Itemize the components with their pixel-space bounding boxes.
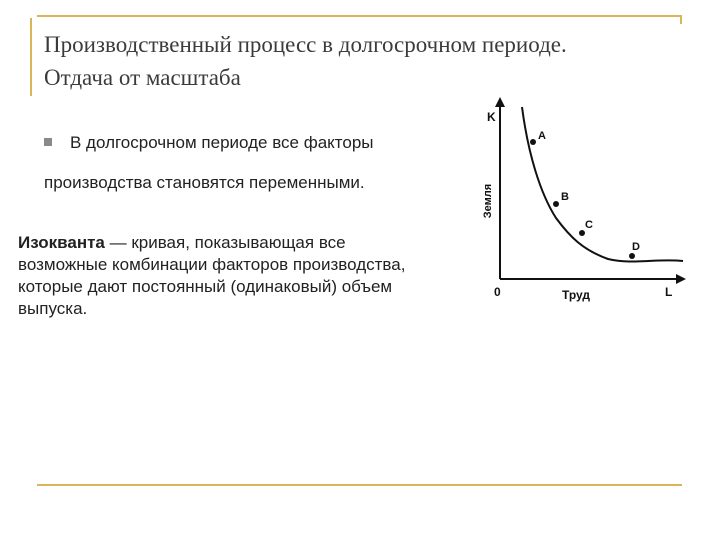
definition-term: Изокванта xyxy=(18,233,105,252)
point-c-label: C xyxy=(585,219,593,231)
frame-top-rule xyxy=(37,15,680,17)
point-b-label: B xyxy=(561,191,569,203)
bullet-text-line-1: В долгосрочном периоде все факторы xyxy=(70,133,374,152)
point-d-label: D xyxy=(632,241,640,253)
frame-left-rule xyxy=(30,18,32,96)
frame-corner xyxy=(671,15,682,24)
title-line-2: Отдача от масштаба xyxy=(44,65,241,90)
isoquant-curve xyxy=(522,107,683,262)
definition-line-2: возможные комбинации факторов производства, xyxy=(18,255,406,274)
x-axis-letter: L xyxy=(665,285,673,299)
isoquant-definition xyxy=(18,232,455,320)
footer-rule xyxy=(37,484,682,486)
title-line-1: Производственный процесс в долгосрочном периоде. xyxy=(44,32,567,57)
point-b-marker xyxy=(553,201,559,207)
y-axis-label: Земля xyxy=(482,183,494,219)
square-bullet-icon xyxy=(44,138,52,146)
definition-line-3: которые дают постоянный (одинаковый) объем xyxy=(18,277,393,296)
bullet-text-line-2: производства становятся переменными. xyxy=(44,173,365,192)
isoquant-diagram xyxy=(458,93,698,313)
bullet-item xyxy=(44,133,374,153)
x-axis-label: Труд xyxy=(561,288,591,302)
point-d-marker xyxy=(629,253,635,259)
definition-line-4: выпуска. xyxy=(18,299,88,318)
y-axis-letter: K xyxy=(487,110,496,124)
slide-title xyxy=(44,28,694,94)
point-a-label: A xyxy=(538,130,546,142)
definition-line-1: — кривая, показывающая все xyxy=(104,233,346,252)
point-a-marker xyxy=(530,139,536,145)
origin-label: 0 xyxy=(494,285,501,299)
